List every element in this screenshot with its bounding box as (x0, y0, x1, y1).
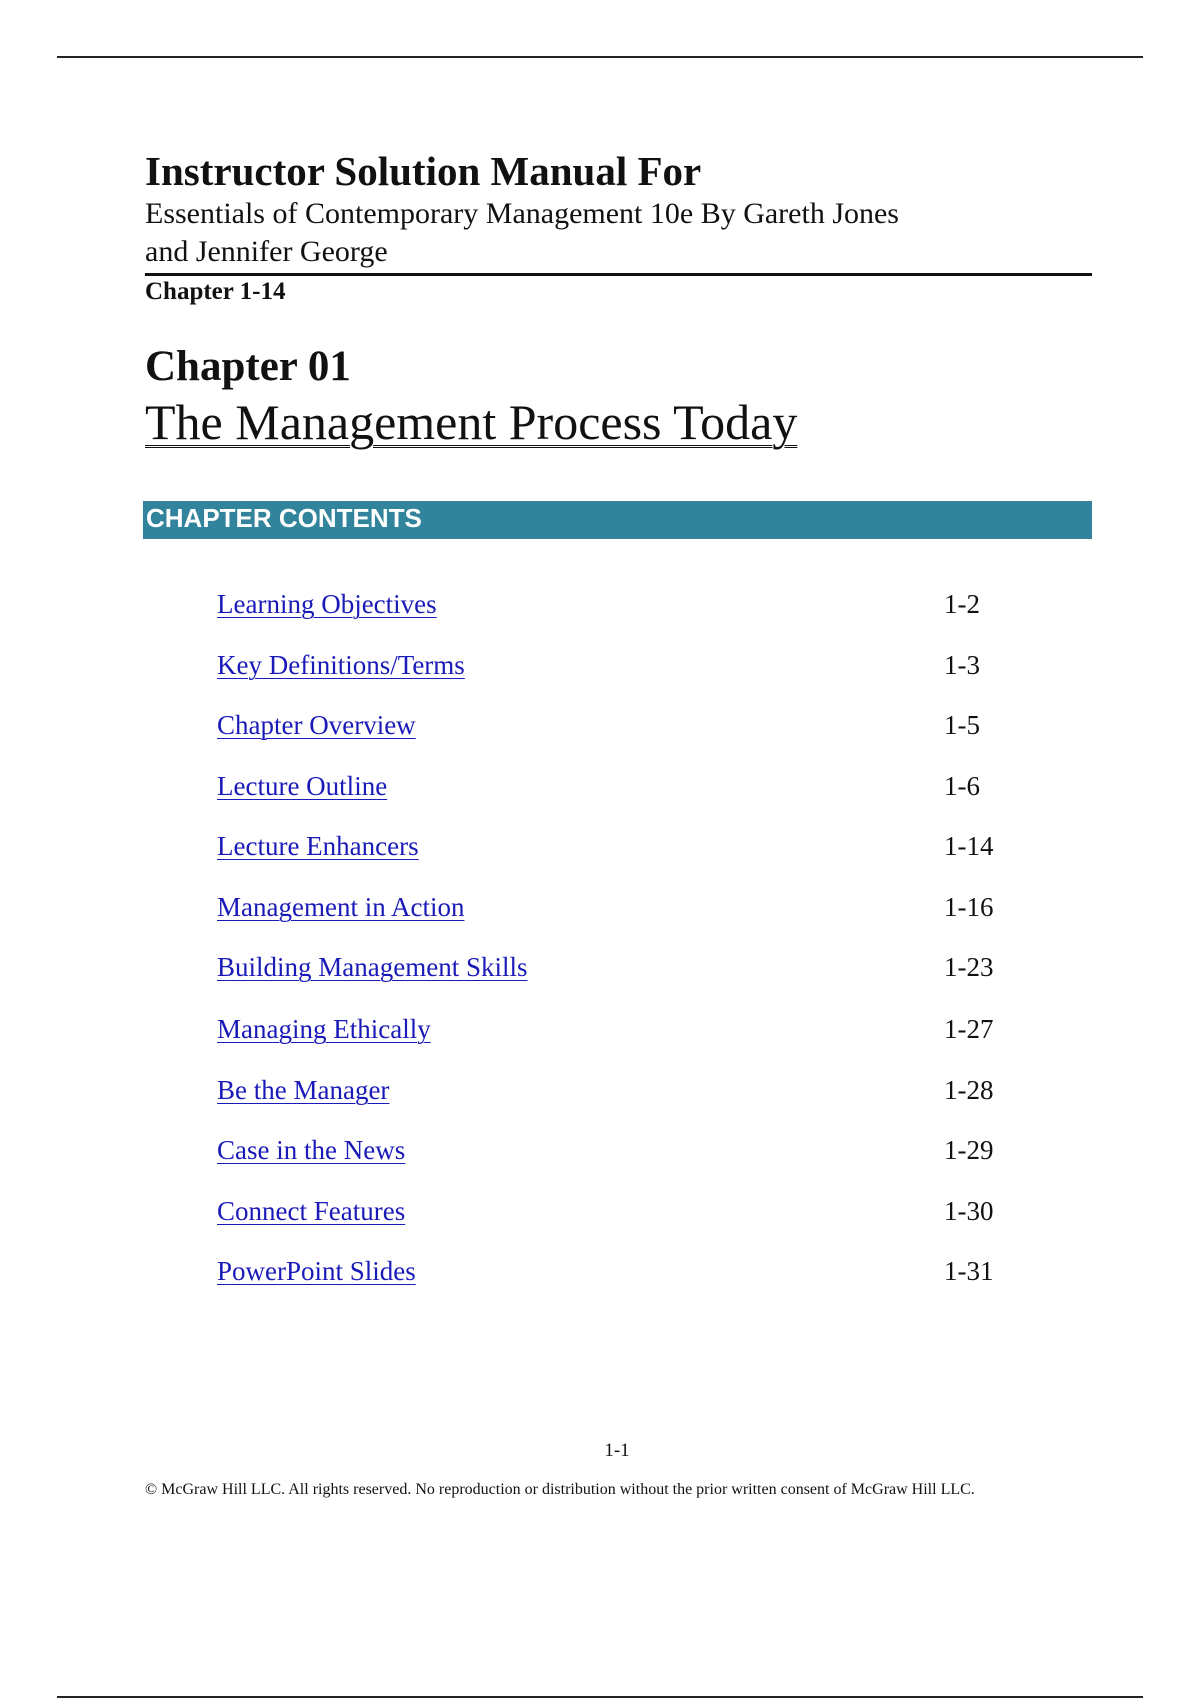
toc-link-building-management-skills[interactable]: Building Management Skills (217, 952, 528, 982)
toc-page-number: 1-30 (944, 1196, 994, 1226)
toc-row (217, 889, 1017, 929)
page-number: 1-1 (604, 1440, 630, 1461)
toc-link-be-the-manager[interactable]: Be the Manager (217, 1075, 390, 1105)
toc-page-number: 1-29 (944, 1135, 994, 1165)
toc-link-lecture-enhancers[interactable]: Lecture Enhancers (217, 831, 419, 861)
bottom-rule (57, 1696, 1143, 1698)
toc-page-number: 1-16 (944, 892, 994, 922)
toc-link-powerpoint-slides[interactable]: PowerPoint Slides (217, 1256, 416, 1286)
toc-link-chapter-overview[interactable]: Chapter Overview (217, 710, 416, 740)
toc-row (217, 586, 1017, 626)
toc-page-number: 1-23 (944, 952, 994, 982)
toc-page-number: 1-28 (944, 1075, 994, 1105)
toc-page-number: 1-5 (944, 710, 980, 740)
toc-row (217, 1193, 1017, 1233)
chapter-range: Chapter 1-14 (145, 278, 286, 305)
toc-page-number: 1-31 (944, 1256, 994, 1286)
toc-row (217, 768, 1017, 808)
toc-link-case-in-the-news[interactable]: Case in the News (217, 1135, 406, 1165)
toc-link-connect-features[interactable]: Connect Features (217, 1196, 406, 1226)
toc-link-learning-objectives[interactable]: Learning Objectives (217, 589, 437, 619)
toc-row (217, 1072, 1017, 1112)
chapter-contents-heading-band (143, 501, 1092, 539)
top-rule (57, 56, 1143, 58)
toc-row (217, 707, 1017, 747)
toc-row (217, 949, 1017, 989)
chapter-title: The Management Process Today (145, 394, 798, 450)
toc-link-managing-ethically[interactable]: Managing Ethically (217, 1014, 431, 1044)
chapter-number: Chapter 01 (145, 343, 351, 390)
toc-page-number: 1-14 (944, 831, 994, 861)
toc-row (217, 1011, 1017, 1051)
toc-link-key-definitions-terms[interactable]: Key Definitions/Terms (217, 650, 465, 680)
toc-page-number: 1-2 (944, 589, 980, 619)
document-subtitle: Essentials of Contemporary Management 10e By Gareth Jones and Jennifer George (145, 197, 899, 268)
title-divider (145, 273, 1092, 276)
copyright-notice: © McGraw Hill LLC. All rights reserved. No reproduction or distribution without the prior written consent of McGraw Hill LLC. (145, 1481, 975, 1498)
toc-row (217, 1132, 1017, 1172)
toc-row (217, 647, 1017, 687)
toc-link-management-in-action[interactable]: Management in Action (217, 892, 465, 922)
toc-row (217, 1253, 1017, 1293)
toc-row (217, 828, 1017, 868)
toc-page-number: 1-3 (944, 650, 980, 680)
toc-link-lecture-outline[interactable]: Lecture Outline (217, 771, 388, 801)
chapter-contents-heading: CHAPTER CONTENTS (146, 503, 422, 533)
document-title: Instructor Solution Manual For (145, 148, 702, 194)
toc-page-number: 1-6 (944, 771, 980, 801)
toc-page-number: 1-27 (944, 1014, 994, 1044)
